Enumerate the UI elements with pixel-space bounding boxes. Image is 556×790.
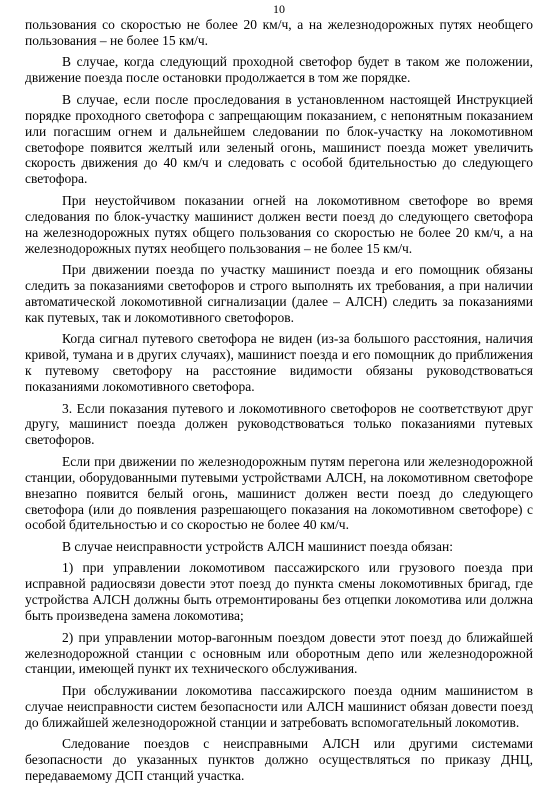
paragraph-4: При неустойчивом показании огней на локомотивном светофоре во время следования по блок-участку машинист должен вести поезд до следующего светофора на железнодорожных путях общего пользования со скоростью не более 20 км/ч, а на железнодорожных путях необщего пользования – не более 15 км/ч. <box>25 192 533 256</box>
paragraph-6: Когда сигнал путевого светофора не виден (из-за большого расстояния, наличия кривой, тумана и в других случаях), машинист поезда и его помощник до приближения к путевому светофору на расстояние видимости обязаны руководствоваться показаниями локомотивного светофора. <box>25 331 533 394</box>
paragraph-11: 2) при управлении мотор-вагонным поездом довести этот поезд до ближайшей железнодорожной станции с основным или оборотным депо или железнодорожной станции, имеющей пункт их технического обслуживания. <box>25 629 533 677</box>
paragraph-9: В случае неисправности устройств АЛСН машинист поезда обязан: <box>62 538 453 554</box>
paragraph-3: В случае, если после проследования в установленном настоящей Инструкцией порядке проходного светофора с запрещающим показанием, с непонятным показанием или погасшим огнем и дальнейшем следовании по блок-участку на локомотивном светофоре появится желтый или зеленый огонь, машинист поезда может увеличить скорость движения до 40 км/ч и следовать с особой бдительностью до следующего светофора. <box>25 91 533 187</box>
paragraph-2: В случае, когда следующий проходной светофор будет в таком же положении, движение поезда после остановки продолжается в том же порядке. <box>25 54 533 86</box>
document-page <box>25 2 533 790</box>
paragraph-12: При обслуживании локомотива пассажирского поезда одним машинистом в случае неисправности систем безопасности или АЛСН машинист обязан довести поезд до ближайшей железнодорожной станции и затребовать вспомогательный локомотив. <box>25 682 533 730</box>
paragraph-13: Следование поездов с неисправными АЛСН или другими системами безопасности до указанных пунктов должно осуществляться по приказу ДНЦ, передаваемому ДСП станций участка. <box>25 736 533 784</box>
paragraph-1: пользования со скоростью не более 20 км/ч, а на железнодорожных путях необщего пользования – не более 15 км/ч. <box>25 17 533 48</box>
paragraph-7: 3. Если показания путевого и локомотивного светофоров не соответствуют друг другу, машинист поезда должен руководствоваться только показаниями путевых светофоров. <box>25 400 533 448</box>
page-number: 10 <box>273 2 285 16</box>
paragraph-10: 1) при управлении локомотивом пассажирского или грузового поезда при исправной радиосвязи довести этот поезд до пункта смены локомотивных бригад, где устройства АЛСН должны быть отремонтированы без отцепки локомотива или должна быть произведена замена локомотива; <box>25 560 533 624</box>
paragraph-8: Если при движении по железнодорожным путям перегона или железнодорожной станции, оборудованными путевыми устройствами АЛСН, на локомотивном светофоре внезапно появится белый огонь, машинист должен вести поезд до следующего светофора (или до появления разрешающего показания на локомотивном светофоре) с особой бдительностью и со скоростью не более 40 км/ч. <box>25 453 533 533</box>
paragraph-5: При движении поезда по участку машинист поезда и его помощник обязаны следить за показаниями светофоров и строго выполнять их требования, а при наличии автоматической локомотивной сигнализации (далее – АЛСН) следить за показаниями как путевых, так и локомотивного светофоров. <box>25 262 533 325</box>
